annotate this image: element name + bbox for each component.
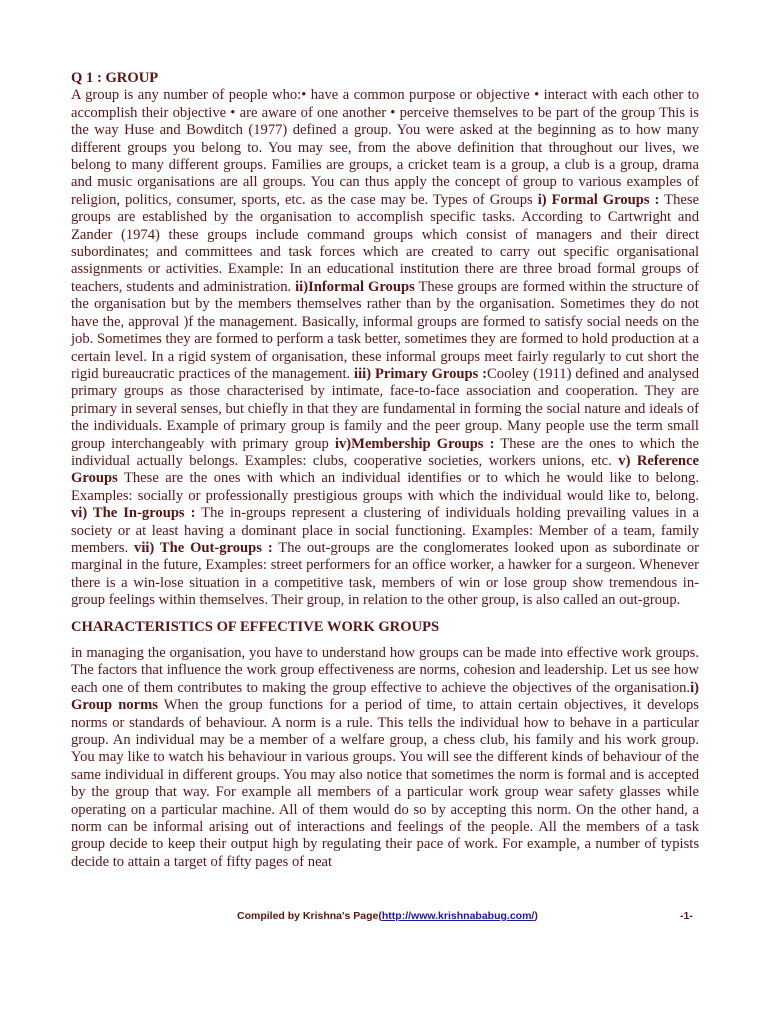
footer-link[interactable]: http://www.krishnababug.com/ bbox=[381, 910, 535, 922]
term-in-groups: vi) The In-groups : bbox=[71, 505, 196, 522]
term-informal-groups: ii)Informal Groups bbox=[295, 278, 415, 295]
group-paragraph bbox=[71, 87, 699, 609]
term-primary-groups: iii) Primary Groups : bbox=[354, 365, 488, 382]
paragraph-text: Cooley (1911) defined and analysed primary groups as those characterised by intimate, face-to-face association and cooperation. They are primary in several senses, but chiefly in that they are fundamental in forming the social nature and ideals of the individuals. Example of primary group is family and the peer group. Many people use the term small group interchangeably with primary group bbox=[71, 365, 700, 452]
term-formal-groups: i) Formal Groups : bbox=[537, 191, 660, 208]
footer-credit bbox=[237, 910, 538, 922]
term-group-norms: i) Group norms bbox=[71, 679, 699, 714]
section-title-group: Q 1 : GROUP bbox=[71, 70, 159, 86]
section-title-characteristics: CHARACTERISTICS OF EFFECTIVE WORK GROUPS bbox=[71, 618, 440, 635]
footer-prefix: Compiled by Krishna's Page( bbox=[237, 910, 382, 922]
paragraph-text: When the group functions for a period of time, to attain certain objectives, it develops norms or standards of behaviour. A norm is a rule. This tells the individual how to behave in a particular group. An individual may be a member of a welfare group, a chess club, his family and his work group. You may like to watch his behaviour in various groups. You will see the different kinds of behaviour of the same individual in different groups. You may also notice that sometimes the norm is formal and is accepted by the group that way. For example all members of a particular work group wear safety glasses while operating on a particular machine. All of them would do so by accepting this norm. On the other hand, a norm can be informal arising out of interactions and feelings of the people. All the members of a task group decide to keep their output high by regulating their pace of work. For example, a number of typists decide to attain a target of fifty pages of neat bbox=[71, 697, 699, 870]
paragraph-text: The in-groups represent a clustering of individuals holding prevailing values in a society or at least having a dominant place in social functioning. Examples: Member of a team, family members. bbox=[71, 505, 699, 556]
term-reference-groups: v) Reference Groups bbox=[71, 452, 699, 487]
characteristics-paragraph bbox=[71, 645, 699, 871]
paragraph-text: The out-groups are the conglomerates looked upon as subordinate or marginal in the future, Examples: street performers for an office worker, a hawker for a surgeon. Whenever there is a win-lose situation in a competitive task, members of win or lose group show tremendous in-group feelings within themselves. Their group, in relation to the other group, is also called an out-group. bbox=[71, 539, 700, 609]
paragraph-text: These groups are formed within the structure of the organisation but by the members themselves rather than by the organisation. Sometimes they do not have the, approval )f the management. Basically, informal groups are formed to satisfy social needs on the job. Sometimes they are formed to perform a task better, sometimes they are formed to hold production at a certain level. In a rigid system of organisation, these informal groups meet fairly regularly to cut short the rigid bureaucratic practices of the management. bbox=[71, 278, 699, 382]
document-body bbox=[71, 70, 699, 871]
paragraph-text: A group is any number of people who:• have a common purpose or objective • interact with each other to accomplish their objective • are aware of one another • perceive themselves to be part of the group This is the way Huse and Bowditch (1977) defined a group. You were asked at the beginning as to how many different groups you belong to. You may see, from the above definition that throughout our lives, we belong to many different groups. Families are groups, a cricket team is a group, a club is a group, drama and music organisations are all groups. You can thus apply the concept of group to various examples of religion, politics, consumer, sports, etc. as the case may be. Types of Groups bbox=[71, 87, 699, 208]
paragraph-text: These are the ones with which an individual identifies or to which he would like to belong. Examples: socially or professionally prestigious groups with which the individual would like to, belong. bbox=[71, 470, 699, 504]
term-out-groups: vii) The Out-groups : bbox=[134, 539, 273, 556]
paragraph-text: These groups are established by the organisation to accomplish specific tasks. According to Cartwright and Zander (1974) these groups include command groups which consist of managers and their direct subordinates; and committees and task forces which are created to carry out specific organisational assignments or activities. Example: In an educational institution there are three broad formal groups of teachers, students and administration. bbox=[71, 191, 699, 295]
footer-suffix: ) bbox=[534, 910, 538, 922]
term-membership-groups: iv)Membership Groups : bbox=[334, 435, 495, 452]
paragraph-text: These are the ones to which the individual actually belongs. Examples: clubs, cooperative societies, workers unions, etc. bbox=[71, 435, 699, 469]
paragraph-text: in managing the organisation, you have to understand how groups can be made into effective work groups. The factors that influence the work group effectiveness are norms, cohesion and leadership. Let us see how each one of them contributes to making the group effective to achieve the objectives of the organisation. bbox=[71, 645, 699, 696]
page-number: -1- bbox=[680, 910, 693, 922]
